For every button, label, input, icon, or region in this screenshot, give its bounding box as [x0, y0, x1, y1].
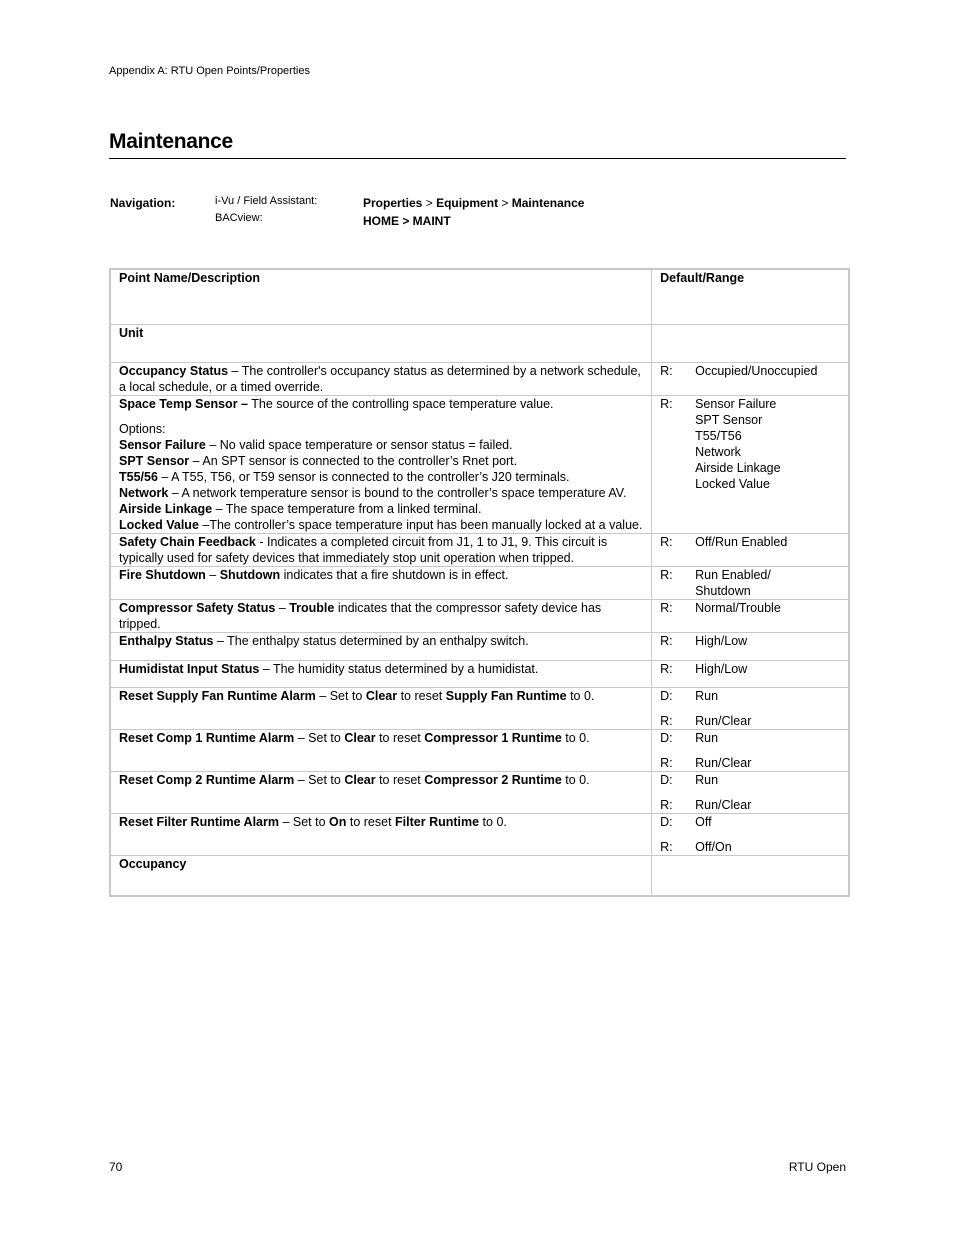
range-key: R:: [660, 535, 673, 549]
navigation-label: Navigation:: [110, 196, 176, 210]
table-row: Fire Shutdown – Shutdown indicates that a fire shutdown is in effect. R: Run Enabled/ Shutdown: [110, 567, 849, 600]
state-name: Trouble: [289, 601, 335, 615]
point-name: Compressor Safety Status: [119, 601, 276, 615]
table-row: Compressor Safety Status – Trouble indicates that the compressor safety device has tripped. R: Normal/Trouble: [110, 600, 849, 633]
page-title: Maintenance: [109, 130, 846, 159]
point-description: – The enthalpy status determined by an enthalpy switch.: [213, 634, 529, 648]
table-row: [110, 396, 849, 534]
range-key: R:: [660, 397, 673, 411]
default-value: Run: [695, 689, 719, 703]
section-row-unit: [110, 325, 849, 363]
range-value: Run Enabled/ Shutdown: [695, 568, 771, 598]
point-name: Fire Shutdown: [119, 568, 206, 582]
bacview-path: HOME > MAINT: [363, 214, 451, 228]
point-name: Occupancy Status: [119, 364, 229, 378]
point-name: Enthalpy Status: [119, 634, 214, 648]
range-key: R:: [660, 364, 673, 378]
ivu-path-maintenance: Maintenance: [511, 196, 585, 210]
range-key: R:: [660, 756, 673, 770]
option-item: Network – A network temperature sensor is bound to the controller’s space temperature AV.: [119, 486, 627, 500]
section-label-occupancy: Occupancy: [119, 857, 187, 871]
range-value: Run/Clear: [695, 798, 752, 812]
table-row: [110, 534, 849, 567]
ivu-path-properties: Properties: [363, 196, 423, 210]
range-value: Sensor Failure SPT Sensor T55/T56 Network Airside Linkage Locked Value: [695, 397, 781, 491]
bacview-key: BACview:: [215, 212, 263, 224]
col-header-point-name: Point Name/Description: [119, 271, 260, 285]
point-description: indicates that a fire shutdown is in effect.: [280, 568, 509, 582]
range-key: R:: [660, 634, 673, 648]
range-value: High/Low: [695, 634, 748, 648]
ivu-key: i-Vu / Field Assistant:: [215, 195, 318, 207]
range-value: Off/On: [695, 840, 732, 854]
points-table: [109, 268, 850, 897]
table-row: Reset Comp 1 Runtime Alarm – Set to Clear to reset Compressor 1 Runtime to 0. D: Run R: Run/Clear: [110, 730, 849, 772]
table-header-row: [110, 269, 849, 325]
option-item: T55/56 – A T55, T56, or T59 sensor is connected to the controller’s J20 terminals.: [119, 470, 570, 484]
point-description: The source of the controlling space temperature value.: [248, 397, 554, 411]
default-value: Run: [695, 773, 719, 787]
range-key: R:: [660, 568, 673, 582]
point-name: Reset Filter Runtime Alarm: [119, 815, 279, 829]
default-key: D:: [660, 773, 673, 787]
footer-product: RTU Open: [788, 1160, 846, 1174]
table-row: Reset Filter Runtime Alarm – Set to On to reset Filter Runtime to 0. D: Off R: Off/On: [110, 814, 849, 856]
option-item: Airside Linkage – The space temperature from a linked terminal.: [119, 502, 482, 516]
range-value: Occupied/Unoccupied: [695, 364, 818, 378]
state-name: Shutdown: [219, 568, 281, 582]
range-key: R:: [660, 662, 673, 676]
path-separator: >: [501, 196, 509, 210]
col-header-default-range: Default/Range: [660, 271, 745, 285]
range-value: Run/Clear: [695, 756, 752, 770]
range-value: Off/Run Enabled: [695, 535, 788, 549]
table-row: Reset Comp 2 Runtime Alarm – Set to Clear to reset Compressor 2 Runtime to 0. D: Run R: Run/Clear: [110, 772, 849, 814]
option-item: Locked Value –The controller’s space temperature input has been manually locked at a value.: [119, 518, 643, 532]
option-item: Sensor Failure – No valid space temperature or sensor status = failed.: [119, 438, 513, 452]
table-row: [110, 633, 849, 661]
point-description: – The controller's occupancy status as determined by a network schedule, a local schedule, or a timed override.: [119, 364, 641, 394]
path-separator: >: [425, 196, 433, 210]
point-description: – The humidity status determined by a humidistat.: [259, 662, 539, 676]
running-head: Appendix A: RTU Open Points/Properties: [109, 65, 310, 77]
section-row-occupancy: [110, 856, 849, 897]
table-row: [110, 363, 849, 396]
point-name: Space Temp Sensor –: [119, 397, 248, 411]
point-name: Reset Comp 2 Runtime Alarm: [119, 773, 295, 787]
range-key: R:: [660, 714, 673, 728]
ivu-path-equipment: Equipment: [436, 196, 499, 210]
page-number: 70: [109, 1160, 123, 1174]
section-label-unit: Unit: [119, 326, 144, 340]
default-value: Run: [695, 731, 719, 745]
default-value: Off: [695, 815, 712, 829]
ivu-path: [363, 196, 584, 210]
point-name: Safety Chain Feedback: [119, 535, 256, 549]
table-row: [110, 661, 849, 688]
default-key: D:: [660, 689, 673, 703]
point-description: indicates that the compressor safety device has tripped.: [119, 601, 602, 631]
range-key: R:: [660, 601, 673, 615]
default-key: D:: [660, 815, 673, 829]
range-key: R:: [660, 798, 673, 812]
default-key: D:: [660, 731, 673, 745]
range-value: Run/Clear: [695, 714, 752, 728]
range-value: Normal/Trouble: [695, 601, 781, 615]
point-description: - Indicates a completed circuit from J1, 1 to J1, 9. This circuit is typically used for safety devices that immediately stop unit operation when tripped.: [119, 535, 608, 565]
point-name: Reset Comp 1 Runtime Alarm: [119, 731, 295, 745]
point-name: Humidistat Input Status: [119, 662, 260, 676]
point-name: Reset Supply Fan Runtime Alarm: [119, 689, 316, 703]
range-value: High/Low: [695, 662, 748, 676]
table-row: Reset Supply Fan Runtime Alarm – Set to Clear to reset Supply Fan Runtime to 0. D: Run R: Run/Clear: [110, 688, 849, 730]
option-item: SPT Sensor – An SPT sensor is connected to the controller’s Rnet port.: [119, 454, 518, 468]
options-label: Options:: [119, 422, 166, 436]
range-key: R:: [660, 840, 673, 854]
